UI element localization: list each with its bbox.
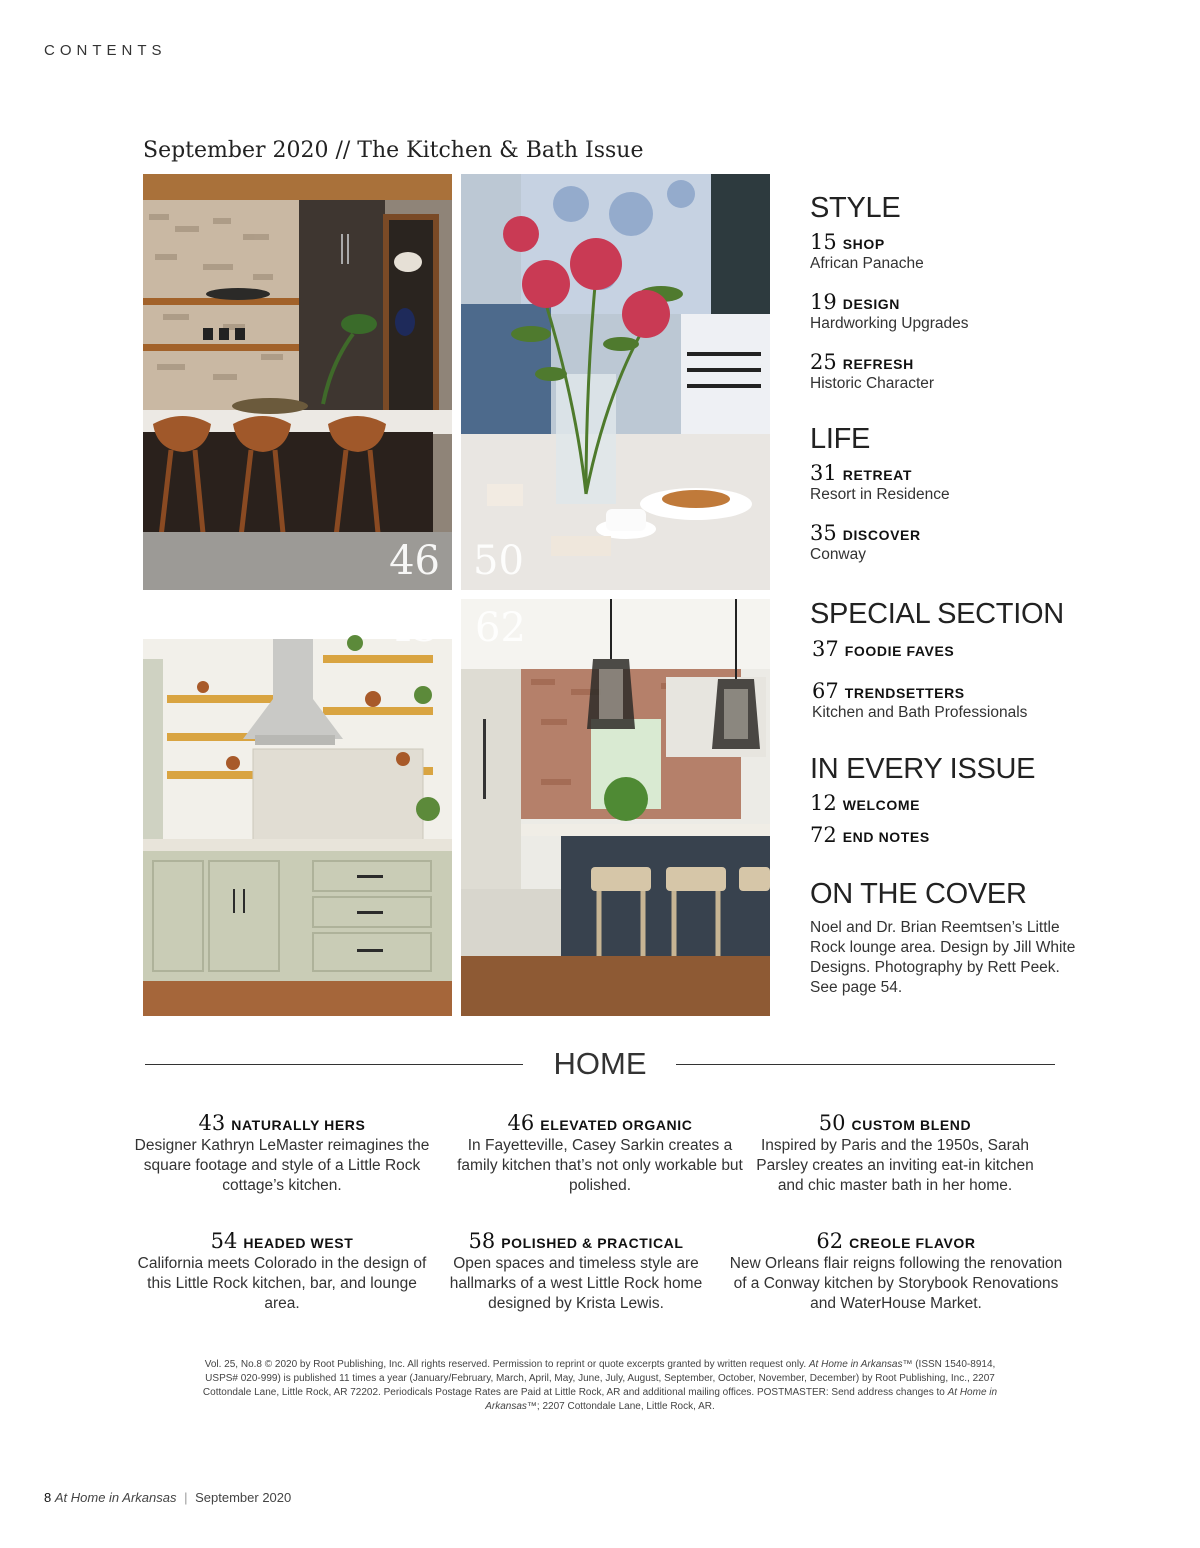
feature-custom-blend[interactable] [745, 1111, 1045, 1196]
publication-name: At Home in Arkansas™ [808, 1359, 913, 1370]
toc-description: Resort in Residence [810, 486, 950, 503]
page-number: 67 [812, 679, 839, 703]
toc-item-discover[interactable] [810, 521, 921, 564]
page-number: 54 [210, 1229, 238, 1253]
toc-item-welcome[interactable] [810, 791, 920, 815]
toc-label: SHOP [842, 236, 885, 252]
photo-kitchen-pendant-lanterns[interactable] [461, 599, 770, 1016]
feature-naturally-hers[interactable] [132, 1111, 432, 1196]
page-number: 50 [818, 1111, 846, 1135]
kitchen-open-shelves-image [143, 599, 452, 1016]
feature-label: NATURALLY HERS [231, 1117, 366, 1133]
page-number: 19 [810, 290, 837, 314]
cover-description: Noel and Dr. Brian Reemtsen’s Little Rock lounge area. Design by Jill White Designs. Photography by Rett Peek. See page 54. [810, 919, 1076, 996]
section-heading-home: HOME [553, 1046, 647, 1081]
publication-name: At Home in Arkansas™ [485, 1387, 998, 1412]
feature-headed-west[interactable] [132, 1229, 432, 1314]
toc-label: DESIGN [842, 296, 901, 312]
toc-label: WELCOME [842, 797, 921, 813]
toc-label: FOODIE FAVES [844, 643, 955, 659]
legal-text: (ISSN 1540-8914, USPS# 020-999) is published 11 times a year (January/February, March, April, May, June, July, August, September, October, November, December) by Root Publishing, Inc., 2207 Cottondale Lane, Little Rock, AR 72202. Periodicals Postage Rates are Paid at Little Rock, AR and additional mailing offices. POSTMASTER: Send address changes to [202, 1359, 996, 1398]
page-footer [44, 1490, 291, 1505]
section-heading-life: LIFE [810, 423, 871, 455]
page-number: 58 [468, 1229, 496, 1253]
flowers-vase-image [461, 174, 770, 590]
page-number: 12 [810, 791, 837, 815]
toc-label: END NOTES [842, 829, 930, 845]
photo-page-number: 50 [473, 538, 524, 584]
legal-text: ; 2207 Cottondale Lane, Little Rock, AR. [536, 1401, 715, 1412]
feature-label: POLISHED & PRACTICAL [501, 1235, 684, 1251]
photo-kitchen-open-shelves[interactable] [143, 599, 452, 1016]
photo-kitchen-bar-stools[interactable] [143, 174, 452, 590]
feature-label: HEADED WEST [243, 1235, 354, 1251]
toc-description: African Panache [810, 255, 924, 272]
toc-item-design[interactable] [810, 290, 969, 333]
page-number: 62 [816, 1229, 844, 1253]
feature-creole-flavor[interactable] [726, 1229, 1066, 1314]
toc-label: RETREAT [842, 467, 913, 483]
legal-notice [200, 1358, 1000, 1414]
feature-polished-practical[interactable] [426, 1229, 726, 1314]
photo-flowers-vase-table[interactable] [461, 174, 770, 590]
section-heading-every-issue: IN EVERY ISSUE [810, 753, 1036, 785]
toc-label: REFRESH [842, 356, 914, 372]
toc-description: Conway [810, 546, 866, 563]
feature-description: Inspired by Paris and the 1950s, Sarah Parsley creates an inviting eat-in kitchen and chic master bath in her home. [756, 1137, 1034, 1194]
toc-item-foodie-faves[interactable] [812, 637, 954, 661]
section-heading-style: STYLE [810, 192, 901, 224]
photo-page-number: 62 [475, 605, 526, 651]
page-number: 35 [810, 521, 837, 545]
footer-divider: | [184, 1490, 188, 1505]
toc-description: Historic Character [810, 375, 935, 392]
feature-description: New Orleans flair reigns following the renovation of a Conway kitchen by Storybook Renovations and WaterHouse Market. [729, 1255, 1063, 1312]
toc-item-trendsetters[interactable] [812, 679, 1027, 722]
page-number: 31 [810, 461, 837, 485]
toc-item-end-notes[interactable] [810, 823, 930, 847]
page-number: 72 [810, 823, 837, 847]
feature-description: Open spaces and timeless style are hallmarks of a west Little Rock home designed by Krista Lewis. [449, 1255, 703, 1312]
toc-item-retreat[interactable] [810, 461, 950, 504]
photo-page-number: 43 [387, 605, 438, 651]
feature-description: Designer Kathryn LeMaster reimagines the square footage and style of a Little Rock cottage’s kitchen. [134, 1137, 430, 1194]
toc-description: Hardworking Upgrades [810, 315, 969, 332]
toc-item-shop[interactable] [810, 230, 924, 273]
folio-page-number: 8 [44, 1490, 52, 1505]
page-number: 25 [810, 350, 837, 374]
kitchen-bar-stools-image [143, 174, 452, 590]
legal-text: Vol. 25, No.8 © 2020 by Root Publishing, Inc. All rights reserved. Permission to reprint or quote excerpts granted by written request only. [204, 1359, 809, 1370]
toc-label: DISCOVER [842, 527, 921, 543]
kitchen-pendant-lanterns-image [461, 599, 770, 1016]
section-kicker: CONTENTS [44, 42, 167, 59]
toc-description: Kitchen and Bath Professionals [812, 704, 1028, 721]
feature-elevated-organic[interactable] [450, 1111, 750, 1196]
feature-label: ELEVATED ORGANIC [540, 1117, 693, 1133]
footer-publication: At Home in Arkansas [54, 1490, 177, 1505]
feature-description: In Fayetteville, Casey Sarkin creates a family kitchen that’s not only workable but polished. [457, 1137, 743, 1194]
section-heading-special: SPECIAL SECTION [810, 598, 1064, 630]
footer-date: September 2020 [195, 1490, 292, 1505]
page-number: 43 [198, 1111, 226, 1135]
section-heading-cover: ON THE COVER [810, 878, 1027, 910]
toc-item-refresh[interactable] [810, 350, 934, 393]
page-number: 37 [812, 637, 839, 661]
page-number: 15 [810, 230, 837, 254]
toc-label: TRENDSETTERS [844, 685, 965, 701]
page-number: 46 [507, 1111, 535, 1135]
photo-page-number: 46 [389, 538, 440, 584]
feature-description: California meets Colorado in the design of this Little Rock kitchen, bar, and lounge area. [137, 1255, 427, 1312]
feature-label: CREOLE FLAVOR [849, 1235, 976, 1251]
issue-title: September 2020 // The Kitchen & Bath Issue [143, 138, 644, 163]
feature-label: CUSTOM BLEND [851, 1117, 972, 1133]
